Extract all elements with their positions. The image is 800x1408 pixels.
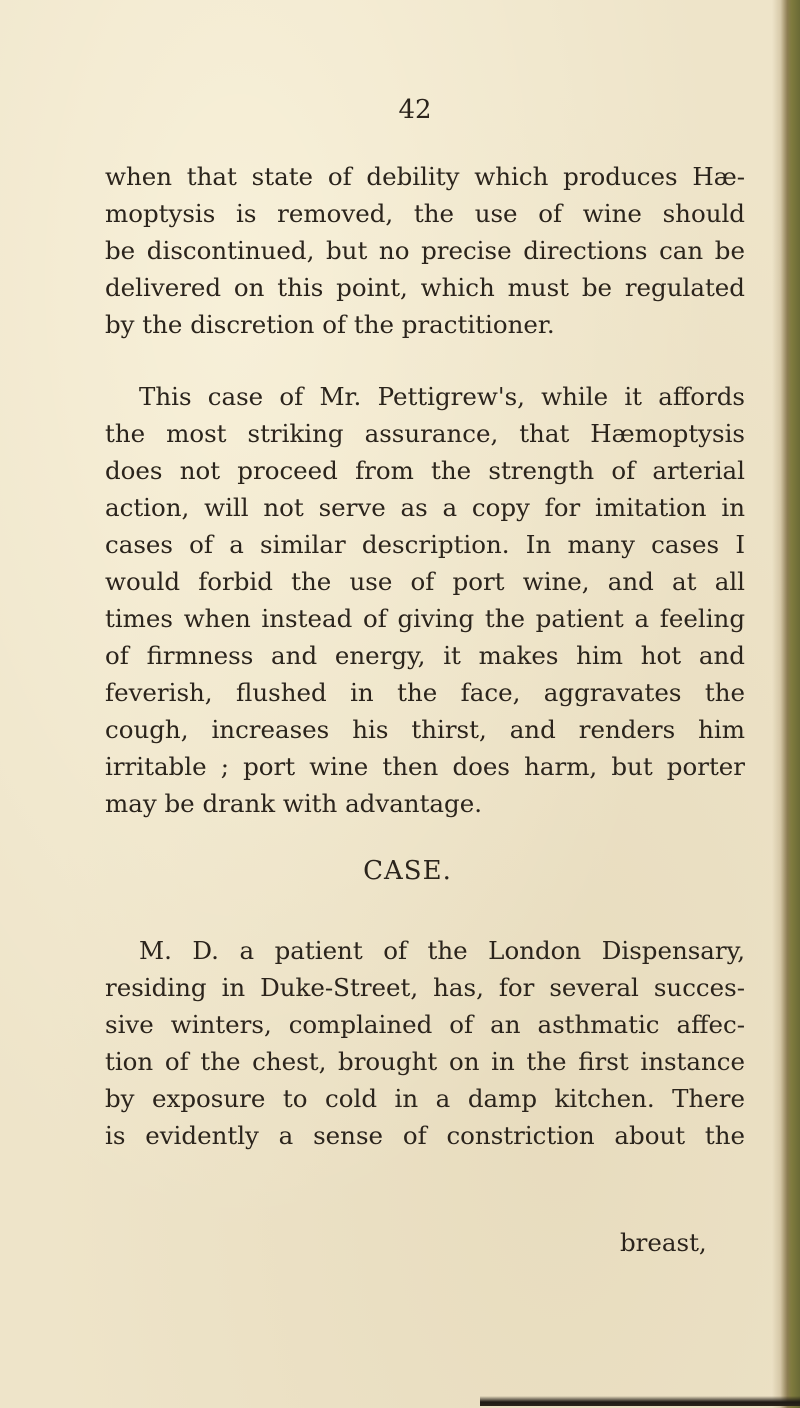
text-line: the most striking assurance, that Hæmoptysis xyxy=(105,419,745,448)
text-line: cases of a similar description. In many cases I xyxy=(105,530,745,559)
text-line: when that state of debility which produces Hæ- xyxy=(105,162,745,191)
text-line: of firmness and energy, it makes him hot and xyxy=(105,641,745,670)
paragraph-pettigrew-case xyxy=(105,378,745,822)
text-line: moptysis is removed, the use of wine should xyxy=(105,199,745,228)
page-edge xyxy=(772,0,800,1408)
text-line: cough, increases his thirst, and renders him xyxy=(105,715,745,744)
text-line: action, will not serve as a copy for imitation in xyxy=(105,493,745,522)
text-line: residing in Duke-Street, has, for several succes- xyxy=(105,973,745,1002)
text-line: would forbid the use of port wine, and at all xyxy=(105,567,745,596)
text-line: M. D. a patient of the London Dispensary, xyxy=(139,936,745,965)
text-line: may be drank with advantage. xyxy=(105,789,483,818)
text-line: times when instead of giving the patient a feeling xyxy=(105,604,745,633)
section-heading: CASE. xyxy=(363,856,452,886)
text-line: tion of the chest, brought on in the first instance xyxy=(105,1047,745,1076)
text-line: irritable ; port wine then does harm, but porter xyxy=(105,752,745,781)
text-line: delivered on this point, which must be regulated xyxy=(105,273,745,302)
text-line: be discontinued, but no precise directions can be xyxy=(105,236,745,265)
page-number: 42 xyxy=(398,95,432,125)
text-line: by exposure to cold in a damp kitchen. There xyxy=(105,1084,745,1113)
text-line: feverish, flushed in the face, aggravates the xyxy=(105,678,745,707)
text-line: does not proceed from the strength of arterial xyxy=(105,456,745,485)
catchword: breast, xyxy=(620,1228,707,1257)
text-line: sive winters, complained of an asthmatic affec- xyxy=(105,1010,745,1039)
paragraph-case xyxy=(105,932,745,1154)
text-line: is evidently a sense of constriction about the xyxy=(105,1121,745,1150)
text-line: This case of Mr. Pettigrew's, while it affords xyxy=(139,382,745,411)
text-line: by the discretion of the practitioner. xyxy=(105,310,555,339)
paragraph-continued xyxy=(105,158,745,343)
bottom-edge-shadow xyxy=(480,1396,800,1406)
